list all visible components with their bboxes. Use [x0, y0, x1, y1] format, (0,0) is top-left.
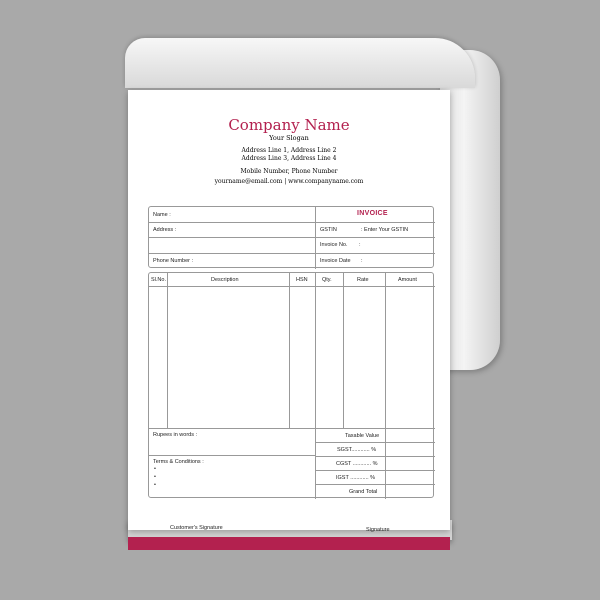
items-table: [148, 272, 434, 498]
company-slogan: Your Slogan: [269, 134, 309, 142]
terms-bullet: •: [154, 482, 156, 488]
customer-phone-label[interactable]: Phone Number :: [153, 258, 194, 264]
terms-label: Terms & Conditions :: [153, 459, 204, 465]
invoice-date-colon[interactable]: :: [361, 258, 363, 264]
invoice-page: [128, 90, 450, 533]
footer-bar: [128, 537, 450, 550]
sgst-label[interactable]: SGST............ %: [337, 447, 377, 453]
address-line-2: Address Line 3, Address Line 4: [241, 155, 337, 162]
customer-signature-label: Customer's Signature: [170, 525, 223, 531]
contact-info: yourname@email.com | www.companyname.com: [214, 178, 364, 185]
taxable-value-label: Taxable Value: [345, 433, 380, 439]
rupees-in-words-label[interactable]: Rupees in words :: [153, 432, 198, 438]
col-slno: Sl.No.: [151, 277, 166, 283]
col-amount: Amount: [398, 277, 417, 283]
col-qty: Qty.: [322, 277, 332, 283]
igst-label[interactable]: IGST ............ %: [336, 475, 376, 481]
gstin-value[interactable]: : Enter Your GSTIN: [361, 227, 409, 233]
cgst-label[interactable]: CGST ............ %: [336, 461, 378, 467]
terms-bullet: •: [154, 474, 156, 480]
address-line-1: Address Line 1, Address Line 2: [241, 147, 337, 154]
col-description: Description: [211, 277, 239, 283]
company-name: Company Name: [228, 116, 350, 134]
col-rate: Rate: [357, 277, 369, 283]
signature-label: Signature: [366, 527, 390, 533]
customer-address-label[interactable]: Address :: [153, 227, 177, 233]
invoice-date-label: Invoice Date: [320, 258, 351, 264]
col-hsn: HSN: [296, 277, 308, 283]
grand-total-label: Grand Total: [349, 489, 378, 495]
info-box: [148, 206, 434, 268]
terms-bullet: •: [154, 466, 156, 472]
invoice-number-colon[interactable]: :: [359, 242, 361, 248]
invoice-title: INVOICE: [357, 210, 388, 217]
invoice-number-label: Invoice No.: [320, 242, 348, 248]
mobile-number: Mobile Number, Phone Number: [240, 168, 338, 175]
customer-name-label[interactable]: Name :: [153, 212, 171, 218]
page-curl-top: [125, 38, 475, 88]
gstin-label: GSTIN: [320, 227, 337, 233]
